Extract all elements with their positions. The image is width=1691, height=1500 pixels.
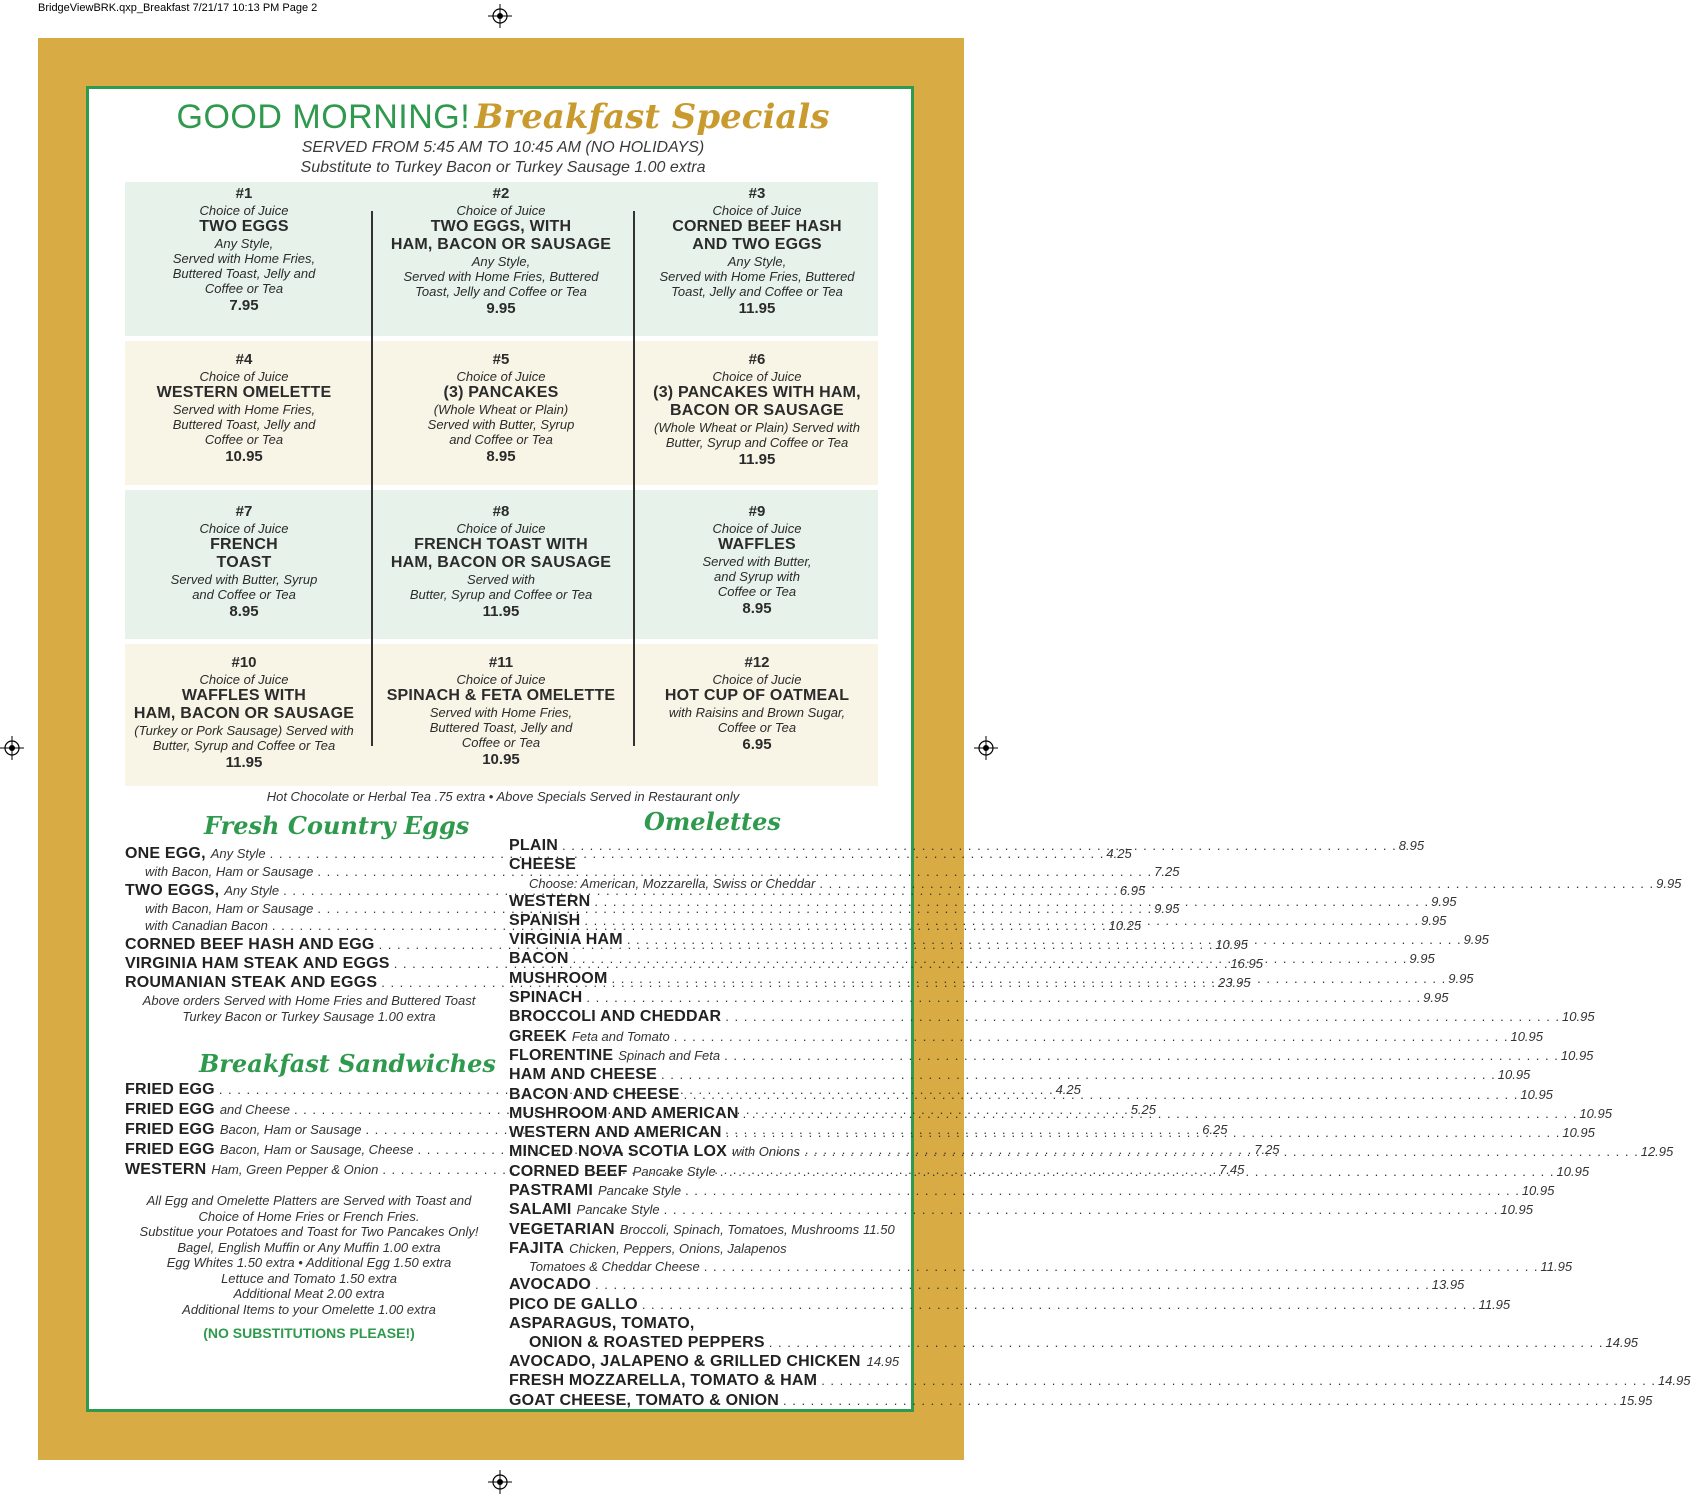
special-number: #5: [492, 351, 510, 368]
menu-item-name: PASTRAMI: [509, 1182, 593, 1200]
menu-item-price: 9.95: [1656, 875, 1682, 891]
menu-item-price: 10.95: [1560, 1047, 1594, 1063]
menu-item-name: ONION & ROASTED PEPPERS: [529, 1334, 765, 1352]
special-item: [376, 503, 626, 622]
special-description: Served with: [467, 572, 535, 587]
special-description: (Turkey or Pork Sausage) Served with: [134, 723, 354, 738]
special-number: #8: [492, 503, 510, 520]
menu-item: [509, 1372, 1691, 1391]
dot-leader: [743, 1106, 1578, 1121]
platter-note-line: Additional Meat 2.00 extra: [233, 1286, 385, 1301]
menu-item-continued: [509, 1334, 1639, 1353]
special-item: [632, 654, 882, 755]
menu-item: [509, 1008, 1595, 1027]
special-juice: Choice of Juice: [199, 369, 289, 384]
special-description: Coffee or Tea: [461, 735, 541, 750]
dot-leader: [804, 1144, 1639, 1159]
menu-item: [509, 1046, 1594, 1066]
menu-item-name: ONE EGG,: [125, 845, 206, 862]
special-description: Served with Home Fries, Buttered: [659, 269, 855, 284]
menu-item-name: BACON AND CHEESE: [509, 1085, 680, 1103]
menu-item-name: MUSHROOM AND AMERICAN: [509, 1104, 739, 1122]
menu-item-name: VIRGINIA HAM STEAK AND EGGS: [125, 954, 390, 972]
special-juice: Choice of Juice: [199, 203, 289, 218]
special-number: #1: [235, 185, 253, 202]
menu-item-name: SALAMI: [509, 1201, 572, 1219]
menu-item-price: 10.25: [1108, 918, 1142, 933]
special-description: Served with Home Fries,: [429, 705, 573, 720]
special-price: 6.95: [742, 736, 772, 753]
menu-item-price: 15.95: [1619, 1392, 1653, 1408]
special-juice: Choice of Juice: [712, 203, 802, 218]
dot-leader: [725, 1009, 1560, 1024]
menu-item-price: 9.95: [1431, 893, 1457, 909]
dot-leader: [573, 951, 1408, 966]
menu-item-continued: [509, 1259, 1573, 1276]
menu-item-name: FRIED EGG: [125, 1101, 215, 1118]
menu-item-description: Spinach and Feta: [618, 1047, 721, 1063]
special-description: and Syrup with: [714, 569, 800, 584]
menu-item-price: 10.95: [1500, 1202, 1533, 1218]
no-substitutions: (NO SUBSTITUTIONS PLEASE!): [203, 1325, 415, 1341]
special-name: HAM, BACON OR SAUSAGE: [390, 554, 612, 571]
platter-note-line: Bagel, English Muffin or Any Muffin 1.00 extra: [177, 1239, 441, 1255]
menu-item-name: PLAIN: [509, 837, 558, 854]
menu-item-price: 10.95: [1579, 1105, 1612, 1121]
special-item: [376, 654, 626, 770]
menu-item-price: 10.95: [1510, 1028, 1544, 1044]
menu-item-name: VEGETARIAN: [509, 1220, 615, 1238]
menu-item-name: WESTERN: [125, 1161, 207, 1178]
omelettes-title: Omelettes: [644, 807, 781, 836]
menu-item-price: 14.95: [866, 1354, 900, 1370]
menu-item-description: Broccoli, Spinach, Tomatoes, Mushrooms: [619, 1221, 860, 1237]
special-price: 11.95: [225, 754, 263, 771]
menu-item-name: MINCED NOVA SCOTIA LOX: [509, 1143, 728, 1161]
menu-item: [509, 856, 877, 875]
menu-item-price: 7.25: [1154, 864, 1180, 879]
menu-item: [509, 989, 1449, 1008]
menu-item: [509, 892, 1457, 912]
dot-leader: [769, 1335, 1604, 1350]
menu-item-name: GOAT CHEESE, TOMATO & ONION: [509, 1391, 780, 1409]
menu-item-description: Bacon, Ham or Sausage, Cheese: [219, 1142, 414, 1157]
menu-item-price: 4.25: [1106, 846, 1132, 861]
menu-item-description: and Cheese: [219, 1102, 290, 1117]
title-main: GOOD MORNING!: [176, 98, 471, 136]
special-number: #9: [748, 503, 766, 520]
special-number: #12: [744, 654, 770, 671]
special-number: #6: [748, 351, 766, 368]
menu-item-price: 7.25: [1254, 1142, 1280, 1157]
special-description: Butter, Syrup and Coffee or Tea: [409, 587, 593, 602]
special-name: BACON OR SAUSAGE: [670, 402, 844, 419]
dot-leader: [704, 1259, 1539, 1274]
special-price: 11.95: [738, 300, 776, 317]
menu-item-name: FRIED EGG: [125, 1141, 215, 1158]
menu-item-name: BACON: [509, 950, 569, 968]
menu-item: [509, 1315, 877, 1334]
menu-item: [509, 1201, 1533, 1220]
menu-item-description: Pancake Style: [576, 1202, 660, 1218]
special-number: #7: [235, 503, 253, 520]
menu-item-name: FRIED EGG: [125, 1081, 215, 1098]
menu-item-name: BROCCOLI AND CHEDDAR: [509, 1008, 722, 1026]
menu-item-name: CORNED BEEF: [509, 1162, 628, 1180]
menu-item: [509, 1220, 895, 1240]
special-name: AND TWO EGGS: [692, 236, 822, 253]
platter-note-line: Substitue your Potatoes and Toast for Two Pancakes Only!: [139, 1224, 479, 1239]
menu-item-price: 10.95: [1562, 1125, 1595, 1141]
special-juice: Choice of Juice: [456, 369, 546, 384]
special-description: Toast, Jelly and Coffee or Tea: [671, 284, 843, 299]
menu-item-name: FAJITA: [509, 1239, 565, 1257]
dot-leader: [783, 1393, 1618, 1408]
menu-item-description: with Onions: [732, 1144, 800, 1160]
menu-item-price: 6.25: [1202, 1122, 1228, 1137]
special-number: #11: [488, 654, 514, 671]
special-description: Any Style,: [727, 254, 787, 269]
special-name: TOAST: [216, 554, 272, 571]
special-description: Served with Butter, Syrup: [170, 572, 318, 587]
dot-leader: [684, 1087, 1519, 1102]
dot-leader: [664, 1202, 1499, 1217]
special-name: WAFFLES WITH: [181, 687, 307, 704]
special-description: and Coffee or Tea: [449, 432, 553, 447]
special-juice: Choice of Juice: [456, 521, 546, 536]
special-description: Toast, Jelly and Coffee or Tea: [415, 284, 587, 299]
special-item: [119, 654, 369, 773]
menu-panel: [86, 86, 1691, 1412]
menu-item-price: 13.95: [1431, 1277, 1465, 1293]
menu-item: [509, 1027, 1544, 1047]
special-description: (Whole Wheat or Plain) Served with: [654, 420, 860, 435]
special-name: SPINACH & FETA OMELETTE: [386, 687, 616, 704]
menu-item-name: FLORENTINE: [509, 1046, 614, 1064]
special-item: [632, 185, 882, 319]
eggs-note-line: Above orders Served with Home Fries and Buttered Toast: [142, 993, 476, 1008]
menu-item-price: 10.95: [1556, 1163, 1590, 1179]
eggs-note-line: Turkey Bacon or Turkey Sausage 1.00 extra: [182, 1008, 436, 1024]
dot-leader: [627, 932, 1462, 947]
special-name: TWO EGGS: [199, 218, 289, 235]
menu-item-description: with Bacon, Ham or Sausage: [145, 900, 314, 916]
menu-item: [509, 1353, 900, 1372]
menu-item-name: AVOCADO, JALAPENO & GRILLED CHICKEN: [509, 1353, 861, 1371]
special-description: Coffee or Tea: [717, 584, 797, 599]
special-number: #4: [235, 351, 253, 368]
menu-item-name: SPINACH: [509, 989, 583, 1007]
special-description: Served with Home Fries, Buttered: [403, 269, 599, 284]
dot-leader: [584, 913, 1419, 928]
special-item: [119, 503, 369, 622]
title-script: Breakfast Specials: [474, 97, 830, 137]
menu-item-name: CORNED BEEF HASH AND EGG: [125, 935, 375, 953]
special-price: 11.95: [738, 451, 776, 468]
special-name: HOT CUP OF OATMEAL: [664, 687, 850, 704]
eggs-title: Fresh Country Eggs: [204, 811, 470, 840]
menu-item-name: WESTERN AND AMERICAN: [509, 1124, 722, 1142]
special-price: 9.95: [486, 300, 516, 317]
menu-item-price: 11.95: [1478, 1296, 1511, 1312]
menu-item-name: ASPARAGUS, TOMATO,: [509, 1314, 695, 1332]
menu-item-price: 10.95: [1215, 936, 1248, 952]
menu-item-price: 11.50: [863, 1221, 895, 1237]
platter-note-line: All Egg and Omelette Platters are Served with Toast and: [146, 1193, 472, 1208]
dot-leader: [819, 876, 1654, 891]
special-item: [376, 185, 626, 319]
menu-item-name: FRESH MOZZARELLA, TOMATO & HAM: [509, 1372, 818, 1390]
menu-item-name: ROUMANIAN STEAK AND EGGS: [125, 973, 378, 991]
menu-item-description: Ham, Green Pepper & Onion: [211, 1162, 379, 1177]
special-number: #10: [231, 654, 257, 671]
special-description: and Coffee or Tea: [192, 587, 296, 602]
menu-item-price: 7.45: [1219, 1162, 1245, 1177]
menu-item-price: 10.95: [1497, 1067, 1531, 1083]
registration-mark-icon: [488, 1470, 512, 1494]
menu-item-description: Chicken, Peppers, Onions, Jalapenos: [569, 1240, 787, 1256]
special-juice: Choice of Juice: [712, 521, 802, 536]
special-name: HAM, BACON OR SAUSAGE: [133, 705, 355, 722]
special-item: [376, 351, 626, 467]
menu-item-price: 16.95: [1230, 955, 1263, 971]
special-name: FRENCH: [210, 536, 278, 553]
menu-item-name: WESTERN: [509, 892, 591, 910]
menu-item-price: 10.95: [1521, 1183, 1555, 1199]
special-price: 7.95: [229, 297, 259, 314]
special-juice: Choice of Jucie: [712, 672, 802, 687]
menu-item-description: Pancake Style: [597, 1183, 682, 1199]
dot-leader: [562, 838, 1397, 853]
specials-note: Hot Chocolate or Herbal Tea .75 extra • Above Specials Served in Restaurant only: [266, 789, 740, 804]
special-item: [119, 185, 369, 316]
special-number: #2: [492, 185, 510, 202]
special-description: (Whole Wheat or Plain): [433, 402, 569, 417]
dot-leader: [720, 1164, 1555, 1179]
dot-leader: [685, 1183, 1520, 1198]
dot-leader: [724, 1048, 1559, 1063]
menu-item-description: with Canadian Bacon: [145, 918, 268, 933]
special-price: 8.95: [486, 448, 516, 465]
special-name: WESTERN OMELETTE: [156, 384, 332, 401]
page-title: [89, 97, 917, 137]
dot-leader: [642, 1297, 1477, 1312]
special-description: Butter, Syrup and Coffee or Tea: [152, 738, 336, 753]
menu-item-price: 9.95: [1421, 912, 1447, 928]
dot-leader: [726, 1125, 1561, 1140]
menu-item-price: 9.95: [1423, 990, 1449, 1006]
registration-mark-icon: [488, 4, 512, 28]
special-number: #3: [748, 185, 766, 202]
special-description: Coffee or Tea: [717, 720, 797, 735]
menu-item-name: TWO EGGS,: [125, 881, 220, 899]
menu-item-description: Tomatoes & Cheddar Cheese: [529, 1259, 700, 1275]
special-name: WAFFLES: [718, 536, 796, 553]
menu-item-price: 9.95: [1154, 900, 1180, 916]
special-description: Any Style,: [471, 254, 531, 269]
served-hours: SERVED FROM 5:45 AM TO 10:45 AM (NO HOLIDAYS): [301, 139, 705, 156]
menu-item-name: GREEK: [509, 1027, 567, 1045]
platter-note-line: Additional Items to your Omelette 1.00 extra: [182, 1301, 436, 1317]
menu-item-price: 9.95: [1409, 951, 1435, 967]
special-name: CORNED BEEF HASH: [672, 218, 842, 235]
menu-item-name: CHEESE: [509, 856, 576, 874]
special-description: Any Style,: [214, 236, 274, 251]
menu-item-name: HAM AND CHEESE: [509, 1066, 657, 1084]
dot-leader: [594, 894, 1429, 909]
menu-item-name: VIRGINIA HAM: [509, 931, 623, 949]
dot-leader: [674, 1029, 1509, 1044]
registration-mark-icon: [0, 736, 24, 760]
menu-item: [509, 1182, 1555, 1201]
special-name: FRENCH TOAST WITH: [414, 536, 588, 553]
special-juice: Choice of Juice: [456, 672, 546, 687]
menu-item-description: Any Style: [210, 846, 266, 861]
special-description: Buttered Toast, Jelly and: [172, 266, 316, 281]
eggs-notes: [125, 993, 493, 1024]
menu-item: [509, 1276, 1465, 1295]
special-name: (3) PANCAKES WITH HAM,: [653, 384, 861, 401]
special-description: Buttered Toast, Jelly and: [429, 720, 573, 735]
menu-item: [509, 1391, 1653, 1411]
special-name: TWO EGGS, WITH: [430, 218, 572, 235]
sandwiches-title: Breakfast Sandwiches: [199, 1049, 496, 1078]
dot-leader: [586, 990, 1421, 1005]
special-item: [119, 351, 369, 467]
dot-leader: [821, 1373, 1656, 1388]
menu-item-price: 9.95: [1463, 932, 1489, 948]
special-description: Buttered Toast, Jelly and: [172, 417, 316, 432]
special-description: Coffee or Tea: [204, 281, 284, 296]
special-description: Served with Home Fries,: [172, 402, 316, 417]
menu-item-name: SPANISH: [509, 911, 581, 929]
special-name: HAM, BACON OR SAUSAGE: [390, 236, 612, 253]
registration-mark-icon: [974, 736, 998, 760]
menu-item-price: 14.95: [1657, 1373, 1691, 1389]
special-juice: Choice of Juice: [199, 672, 289, 687]
special-description: Served with Butter, Syrup: [427, 417, 575, 432]
special-description: Butter, Syrup and Coffee or Tea: [665, 435, 849, 450]
dot-leader: [611, 971, 1446, 986]
menu-item-name: FRIED EGG: [125, 1121, 215, 1138]
special-juice: Choice of Juice: [456, 203, 546, 218]
menu-item-price: 10.95: [1520, 1086, 1553, 1102]
special-item: [632, 351, 882, 470]
menu-item-name: MUSHROOM: [509, 969, 608, 987]
special-price: 10.95: [225, 448, 263, 465]
menu-item-price: 12.95: [1640, 1144, 1674, 1160]
special-item: [632, 503, 882, 619]
menu-item-description: with Bacon, Ham or Sausage: [145, 864, 314, 879]
menu-item-price: 14.95: [1605, 1335, 1639, 1351]
menu-item-description: Any Style: [224, 882, 280, 898]
dot-leader: [595, 1277, 1430, 1292]
menu-item: [509, 1295, 1511, 1315]
menu-item-description: Choose: American, Mozzarella, Swiss or Cheddar: [529, 875, 816, 891]
special-juice: Choice of Juice: [199, 521, 289, 536]
dot-leader: [661, 1067, 1496, 1082]
menu-item-description: Feta and Tomato: [571, 1028, 670, 1044]
special-name: (3) PANCAKES: [443, 384, 559, 401]
menu-item: [509, 1066, 1531, 1085]
platter-note-line: Choice of Home Fries or French Fries.: [198, 1208, 420, 1224]
special-price: 10.95: [482, 751, 520, 768]
menu-item-price: 10.95: [1562, 1009, 1595, 1025]
menu-item: [509, 1240, 877, 1259]
special-description: Served with Home Fries,: [172, 251, 316, 266]
special-description: with Raisins and Brown Sugar,: [668, 705, 846, 720]
print-header: BridgeViewBRK.qxp_Breakfast 7/21/17 10:13 PM Page 2: [38, 2, 318, 14]
platter-notes: [125, 1193, 493, 1317]
special-price: 8.95: [229, 603, 259, 620]
platter-note-line: Egg Whites 1.50 extra • Additional Egg 1.50 extra: [166, 1255, 452, 1270]
menu-item-name: AVOCADO: [509, 1276, 591, 1294]
special-description: Served with Butter,: [702, 554, 812, 569]
menu-item-description: Pancake Style: [632, 1163, 716, 1179]
specials-divider: [371, 211, 373, 746]
special-price: 8.95: [742, 600, 772, 617]
menu-item-price: 5.25: [1130, 1102, 1156, 1117]
menu-item-price: 6.95: [1119, 882, 1146, 898]
menu-item-price: 9.95: [1448, 970, 1474, 986]
menu-item-price: 11.95: [1540, 1259, 1573, 1275]
menu-item-description: Bacon, Ham or Sausage: [219, 1122, 362, 1137]
menu-item-price: 4.25: [1055, 1082, 1081, 1097]
menu-item-price: 23.95: [1217, 974, 1251, 990]
platter-note-line: Lettuce and Tomato 1.50 extra: [221, 1270, 397, 1286]
special-price: 11.95: [482, 603, 520, 620]
substitute-note: Substitute to Turkey Bacon or Turkey Sausage 1.00 extra: [300, 159, 706, 176]
special-description: Coffee or Tea: [204, 432, 284, 447]
special-juice: Choice of Juice: [712, 369, 802, 384]
menu-item-price: 8.95: [1398, 838, 1425, 853]
menu-item-name: PICO DE GALLO: [509, 1295, 638, 1313]
